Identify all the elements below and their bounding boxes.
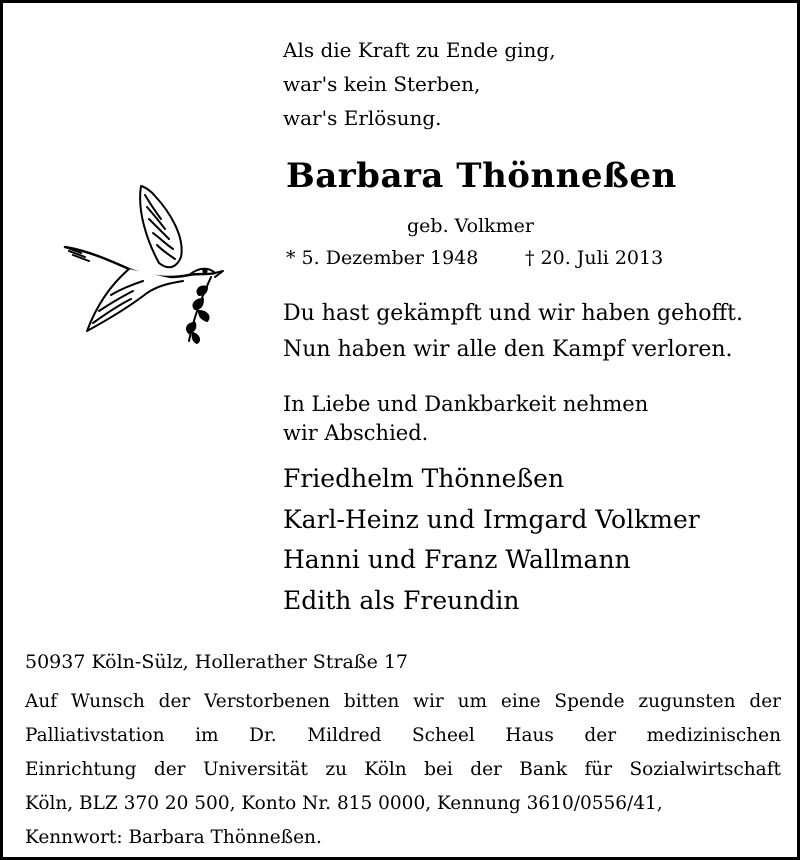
poem-line-3: war's Erlösung. xyxy=(283,106,442,130)
death-date: † 20. Juli 2013 xyxy=(525,247,664,269)
farewell-line-1: In Liebe und Dankbarkeit nehmen xyxy=(283,392,649,416)
quote-line-2: Nun haben wir alle den Kampf verloren. xyxy=(283,337,733,362)
quote-line-1: Du hast gekämpft und wir haben gehofft. xyxy=(283,301,744,326)
address: 50937 Köln-Sülz, Hollerather Straße 17 xyxy=(25,651,409,673)
mourner-1: Friedhelm Thönneßen xyxy=(283,464,565,493)
donation-line-3: Einrichtung der Universität zu Köln bei der Bank für Sozialwirtschaft xyxy=(25,759,781,780)
poem-line-1: Als die Kraft zu Ende ging, xyxy=(283,38,556,62)
deceased-name: Barbara Thönneßen xyxy=(286,156,677,196)
donation-line-4: Köln, BLZ 370 20 500, Konto Nr. 815 0000, Kennung 3610/0556/41, xyxy=(25,793,663,814)
donation-line-1: Auf Wunsch der Verstorbenen bitten wir um eine Spende zugunsten der xyxy=(25,691,781,712)
mourner-3: Hanni und Franz Wallmann xyxy=(283,545,631,574)
poem-line-2: war's kein Sterben, xyxy=(283,72,481,96)
donation-request xyxy=(25,685,781,855)
mourner-4: Edith als Freundin xyxy=(283,586,520,615)
dove-with-olive-branch-icon xyxy=(59,181,229,351)
birth-name: geb. Volkmer xyxy=(407,215,534,237)
birth-date: * 5. Dezember 1948 xyxy=(286,247,479,269)
mourner-2: Karl-Heinz und Irmgard Volkmer xyxy=(283,505,700,534)
donation-line-5: Kennwort: Barbara Thönneßen. xyxy=(25,827,322,848)
farewell-line-2: wir Abschied. xyxy=(283,421,429,445)
donation-line-2: Palliativstation im Dr. Mildred Scheel Haus der medizinischen xyxy=(25,725,781,746)
